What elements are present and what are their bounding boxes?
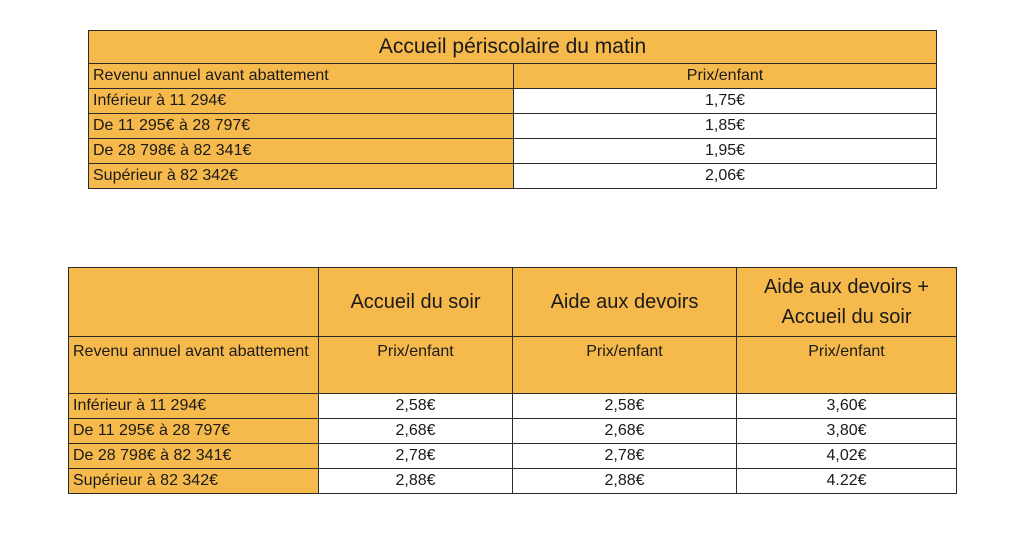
- morning-care-pricing-table: [88, 30, 937, 189]
- table-row: [89, 89, 937, 114]
- table-title: Accueil périscolaire du matin: [89, 31, 937, 64]
- price-cell: 1,85€: [514, 114, 937, 139]
- price-cell: 2,58€: [513, 394, 737, 419]
- column-header-price: Prix/enfant: [514, 64, 937, 89]
- column-header-income: Revenu annuel avant abattement: [89, 64, 514, 89]
- price-cell: 2,06€: [514, 164, 937, 189]
- table-row: [69, 444, 957, 469]
- income-bracket: Supérieur à 82 342€: [69, 469, 319, 494]
- price-cell: 2,68€: [513, 419, 737, 444]
- price-cell: 3,60€: [737, 394, 957, 419]
- table-row: [69, 469, 957, 494]
- income-bracket: De 28 798€ à 82 341€: [69, 444, 319, 469]
- price-cell: 2,78€: [513, 444, 737, 469]
- price-cell: 2,88€: [319, 469, 513, 494]
- price-cell: 4.22€: [737, 469, 957, 494]
- evening-care-pricing-table: [68, 267, 957, 494]
- table-row: [69, 394, 957, 419]
- price-cell: 4,02€: [737, 444, 957, 469]
- corner-cell: [69, 268, 319, 337]
- price-cell: 2,68€: [319, 419, 513, 444]
- column-header-income: Revenu annuel avant abattement: [69, 337, 319, 394]
- service-header-homework: Aide aux devoirs: [513, 268, 737, 337]
- income-bracket: De 28 798€ à 82 341€: [89, 139, 514, 164]
- income-bracket: Supérieur à 82 342€: [89, 164, 514, 189]
- income-bracket: De 11 295€ à 28 797€: [89, 114, 514, 139]
- price-cell: 1,95€: [514, 139, 937, 164]
- price-cell: 2,78€: [319, 444, 513, 469]
- column-header-price: Prix/enfant: [737, 337, 957, 394]
- table-row: [89, 139, 937, 164]
- income-bracket: Inférieur à 11 294€: [69, 394, 319, 419]
- column-header-price: Prix/enfant: [513, 337, 737, 394]
- income-bracket: De 11 295€ à 28 797€: [69, 419, 319, 444]
- table-row: [89, 114, 937, 139]
- table-row: [69, 419, 957, 444]
- price-cell: 3,80€: [737, 419, 957, 444]
- service-header-evening: Accueil du soir: [319, 268, 513, 337]
- income-bracket: Inférieur à 11 294€: [89, 89, 514, 114]
- service-header-combined: Aide aux devoirs + Accueil du soir: [737, 268, 957, 337]
- column-header-price: Prix/enfant: [319, 337, 513, 394]
- price-cell: 2,58€: [319, 394, 513, 419]
- price-cell: 1,75€: [514, 89, 937, 114]
- price-cell: 2,88€: [513, 469, 737, 494]
- table-row: [89, 164, 937, 189]
